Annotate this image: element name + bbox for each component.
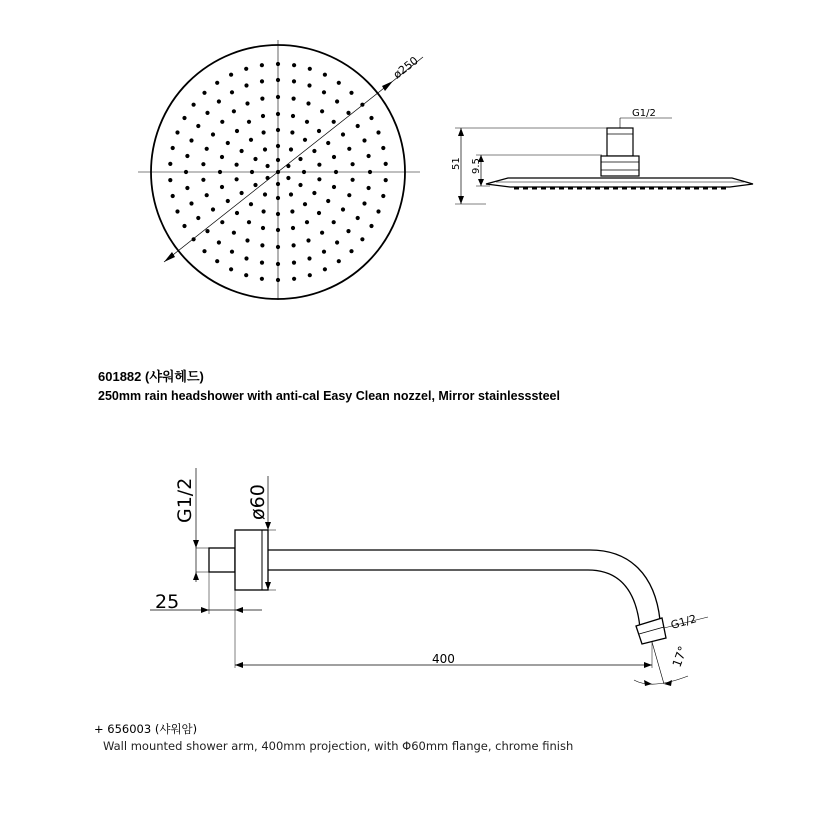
- nozzle-dot: [276, 262, 280, 266]
- connector-nut: [607, 128, 633, 156]
- nozzle-dot: [232, 231, 236, 235]
- nozzle-dot: [250, 170, 254, 174]
- nozzle-dot: [220, 120, 224, 124]
- side-nozzle: [622, 187, 627, 190]
- nozzle-dot: [369, 224, 373, 228]
- nozzle-dot: [189, 138, 193, 142]
- nozzle-dot: [337, 81, 341, 85]
- nozzle-dot: [262, 130, 266, 134]
- nozzle-dot: [351, 178, 355, 182]
- side-nozzle: [595, 187, 600, 190]
- nozzle-dot: [205, 147, 209, 151]
- side-nozzle: [694, 187, 699, 190]
- nozzle-dot: [337, 259, 341, 263]
- nozzle-dot: [286, 176, 290, 180]
- nozzle-dot: [260, 243, 264, 247]
- nozzle-dot: [201, 162, 205, 166]
- nozzle-dot: [292, 261, 296, 265]
- nozzle-dot: [381, 194, 385, 198]
- diameter-dimension-line: [164, 81, 393, 262]
- nozzle-dot: [202, 249, 206, 253]
- inlet-length-label: 25: [155, 591, 180, 613]
- nozzle-dot: [260, 261, 264, 265]
- nozzle-dot: [276, 196, 280, 200]
- side-nozzle: [577, 187, 582, 190]
- nozzle-dot: [349, 91, 353, 95]
- nozzle-dot: [362, 201, 366, 205]
- nozzle-dot: [290, 130, 294, 134]
- nozzle-dot: [351, 162, 355, 166]
- nozzle-dot: [261, 226, 265, 230]
- nozzle-dot: [307, 256, 311, 260]
- nozzle-dot: [317, 129, 321, 133]
- dimension-arrow-right: [382, 81, 393, 91]
- nozzle-dot: [305, 220, 309, 224]
- nozzle-dot: [235, 163, 239, 167]
- swivel-body: [601, 156, 639, 176]
- proj-arrow-right: [644, 662, 652, 668]
- nozzle-dot: [244, 256, 248, 260]
- nozzle-dot: [356, 124, 360, 128]
- nozzle-dot: [347, 193, 351, 197]
- shower-arm-side-view: [150, 468, 708, 686]
- nozzle-dot: [185, 154, 189, 158]
- nozzle-dot: [292, 277, 296, 281]
- side-nozzle: [703, 187, 708, 190]
- side-nozzle: [550, 187, 555, 190]
- nozzle-dot: [244, 273, 248, 277]
- side-nozzle: [658, 187, 663, 190]
- inlet-thread-label: G1/2: [174, 477, 196, 523]
- nozzle-dot: [312, 191, 316, 195]
- side-nozzle: [586, 187, 591, 190]
- shower-arm-product-code: + 656003 (샤워암): [94, 722, 198, 736]
- arm-pipe-inner: [268, 570, 640, 628]
- arrow-total-top: [458, 128, 464, 136]
- nozzle-dot: [312, 149, 316, 153]
- nozzle-dot: [249, 138, 253, 142]
- len-arrow-left: [201, 607, 209, 613]
- nozzle-dot: [332, 185, 336, 189]
- side-nozzle: [685, 187, 690, 190]
- nozzle-dot: [201, 178, 205, 182]
- nozzle-dot: [205, 229, 209, 233]
- headshower-product-code: 601882 (샤워헤드): [98, 369, 204, 384]
- nozzle-dot: [291, 114, 295, 118]
- nozzle-dot: [289, 147, 293, 151]
- nozzle-dot: [384, 162, 388, 166]
- nozzle-dot: [381, 146, 385, 150]
- side-nozzle: [541, 187, 546, 190]
- nozzle-dot: [245, 101, 249, 105]
- side-nozzle: [667, 187, 672, 190]
- nozzle-dot: [362, 138, 366, 142]
- nozzle-dot: [235, 177, 239, 181]
- nozzle-dot: [196, 216, 200, 220]
- nozzle-dot: [245, 238, 249, 242]
- nozzle-dot: [230, 90, 234, 94]
- nozzle-dot: [322, 250, 326, 254]
- nozzle-dot: [276, 212, 280, 216]
- nozzle-dot: [185, 186, 189, 190]
- nozzle-dot: [276, 112, 280, 116]
- nozzle-dot: [276, 144, 280, 148]
- arm-pipe-outer: [268, 550, 660, 620]
- nozzle-dot: [182, 116, 186, 120]
- nozzle-dot: [263, 147, 267, 151]
- nozzle-dot: [341, 132, 345, 136]
- nozzle-dot: [307, 83, 311, 87]
- arm-inlet-stub: [209, 548, 235, 572]
- angle-arrow-left: [644, 680, 652, 686]
- nozzle-dot: [262, 209, 266, 213]
- angle-label: 17°: [669, 644, 691, 670]
- nozzle-dot: [276, 158, 280, 162]
- nozzle-dot: [332, 155, 336, 159]
- shower-arm-description: Wall mounted shower arm, 400mm projection, with Φ60mm flange, chrome finish: [103, 739, 574, 753]
- nozzle-dot: [232, 109, 236, 113]
- headshower-side-view: [451, 108, 753, 204]
- nozzle-dot: [189, 201, 193, 205]
- nozzle-dot: [196, 124, 200, 128]
- nozzle-dot: [306, 238, 310, 242]
- nozzle-dot: [230, 250, 234, 254]
- nozzle-dot: [384, 178, 388, 182]
- nozzle-dot: [356, 216, 360, 220]
- diameter-label: ø250: [390, 54, 421, 82]
- nozzle-dot: [326, 141, 330, 145]
- nozzle-dot: [341, 207, 345, 211]
- nozzle-dot: [220, 185, 224, 189]
- nozzle-dot: [192, 103, 196, 107]
- nozzle-dot: [360, 237, 364, 241]
- nozzle-dot: [290, 209, 294, 213]
- side-nozzle: [514, 187, 519, 190]
- nozzle-dot: [367, 186, 371, 190]
- nozzle-dot: [260, 63, 264, 67]
- nozzle-dot: [261, 114, 265, 118]
- nozzle-dot: [289, 192, 293, 196]
- nozzle-dot: [320, 109, 324, 113]
- nozzle-dot: [260, 97, 264, 101]
- arrow-total-bottom: [458, 196, 464, 204]
- nozzle-dot: [247, 120, 251, 124]
- side-nozzle: [568, 187, 573, 190]
- nozzle-dot: [220, 155, 224, 159]
- dimension-arrow-left: [164, 252, 175, 262]
- nozzle-dot: [244, 83, 248, 87]
- angle-arc: [634, 676, 688, 684]
- nozzle-dot: [332, 220, 336, 224]
- side-nozzle: [649, 187, 654, 190]
- nozzle-dot: [235, 211, 239, 215]
- side-nozzle: [523, 187, 528, 190]
- proj-arrow-left: [235, 662, 243, 668]
- nozzle-dot: [322, 90, 326, 94]
- nozzle-dot: [276, 78, 280, 82]
- nozzle-dot: [332, 120, 336, 124]
- nozzle-dot: [335, 240, 339, 244]
- nozzle-dot: [335, 99, 339, 103]
- nozzle-dot: [317, 163, 321, 167]
- nozzle-dot: [226, 141, 230, 145]
- side-nozzle: [559, 187, 564, 190]
- side-nozzle: [631, 187, 636, 190]
- nozzle-dot: [276, 128, 280, 132]
- nozzle-dot: [308, 67, 312, 71]
- nozzle-dot: [171, 146, 175, 150]
- nozzle-dot: [253, 157, 257, 161]
- nozzle-dot: [298, 157, 302, 161]
- nozzle-dot: [346, 229, 350, 233]
- nozzle-dot: [292, 97, 296, 101]
- nozzle-dot: [347, 147, 351, 151]
- nozzle-dot: [171, 194, 175, 198]
- inlet-arrow-bottom: [193, 572, 199, 580]
- nozzle-dot: [317, 177, 321, 181]
- nozzle-dot: [240, 149, 244, 153]
- nozzle-dot: [323, 73, 327, 77]
- nozzle-dot: [215, 259, 219, 263]
- side-nozzle: [532, 187, 537, 190]
- projection-label: 400: [432, 652, 455, 666]
- nozzle-dot: [276, 278, 280, 282]
- nozzle-dot: [202, 91, 206, 95]
- nozzle-dot: [376, 130, 380, 134]
- side-nozzle: [721, 187, 726, 190]
- nozzle-dot: [211, 132, 215, 136]
- side-nozzle: [613, 187, 618, 190]
- nozzle-dot: [217, 240, 221, 244]
- nozzle-dot: [175, 130, 179, 134]
- angle-leg: [652, 642, 664, 684]
- nozzle-dot: [298, 183, 302, 187]
- nozzle-dot: [235, 129, 239, 133]
- nozzle-dot: [182, 224, 186, 228]
- inlet-arrow-top: [193, 540, 199, 548]
- nozzle-dot: [276, 228, 280, 232]
- nozzle-dot: [229, 73, 233, 77]
- side-nozzle: [676, 187, 681, 190]
- nozzle-dot: [260, 79, 264, 83]
- side-nozzle: [640, 187, 645, 190]
- nozzle-dot: [205, 111, 209, 115]
- nozzle-dot: [260, 277, 264, 281]
- flange-arrow-top: [265, 522, 271, 530]
- nozzle-dot: [326, 199, 330, 203]
- connection-label: G1/2: [632, 108, 656, 119]
- nozzle-dot: [346, 111, 350, 115]
- nozzle-dot: [303, 202, 307, 206]
- arrow-body-bottom: [478, 179, 484, 186]
- nozzle-dot: [226, 199, 230, 203]
- nozzle-dot: [205, 193, 209, 197]
- nozzle-dot: [240, 191, 244, 195]
- side-nozzle: [712, 187, 717, 190]
- nozzle-dot: [276, 245, 280, 249]
- nozzle-dot: [292, 79, 296, 83]
- headshower-description: 250mm rain headshower with anti-cal Easy Clean nozzel, Mirror stainlesssteel: [98, 389, 560, 403]
- nozzle-dot: [217, 99, 221, 103]
- nozzle-dot: [323, 267, 327, 271]
- nozzle-dot: [305, 120, 309, 124]
- nozzle-dot: [376, 209, 380, 213]
- nozzle-dot: [215, 81, 219, 85]
- nozzle-dot: [263, 192, 267, 196]
- nozzle-dot: [292, 243, 296, 247]
- nozzle-dot: [247, 220, 251, 224]
- shower-plate: [486, 178, 753, 187]
- nozzle-dot: [303, 138, 307, 142]
- height-body-label: 9.5: [471, 158, 482, 174]
- nozzle-dot: [292, 63, 296, 67]
- nozzle-dot: [253, 183, 257, 187]
- len-arrow-right: [235, 607, 243, 613]
- nozzle-dot: [168, 162, 172, 166]
- height-total-label: 51: [451, 157, 462, 170]
- arm-flange: [235, 530, 268, 590]
- nozzle-dot: [266, 176, 270, 180]
- nozzle-dot: [220, 220, 224, 224]
- side-nozzle: [604, 187, 609, 190]
- outlet-thread-label: G1/2: [669, 612, 699, 632]
- flange-diameter-label: ø60: [247, 484, 269, 520]
- headshower-top-view: [138, 40, 423, 300]
- nozzle-dot: [276, 95, 280, 99]
- nozzle-dot: [302, 170, 306, 174]
- nozzle-dot: [367, 154, 371, 158]
- nozzle-dot: [308, 273, 312, 277]
- nozzle-dot: [368, 170, 372, 174]
- nozzle-dot: [168, 178, 172, 182]
- nozzle-dot: [184, 170, 188, 174]
- nozzle-dot: [306, 101, 310, 105]
- nozzle-dot: [320, 231, 324, 235]
- nozzle-dot: [369, 116, 373, 120]
- nozzle-dot: [218, 170, 222, 174]
- nozzle-dot: [276, 62, 280, 66]
- nozzle-dot: [244, 67, 248, 71]
- nozzle-dot: [291, 226, 295, 230]
- nozzle-dot: [349, 249, 353, 253]
- nozzle-dot: [317, 211, 321, 215]
- nozzle-dot: [334, 170, 338, 174]
- nozzle-dot: [249, 202, 253, 206]
- nozzle-dot: [229, 267, 233, 271]
- nozzle-dot: [211, 207, 215, 211]
- nozzle-dot: [276, 182, 280, 186]
- nozzle-dot: [175, 209, 179, 213]
- nozzle-dot: [266, 164, 270, 168]
